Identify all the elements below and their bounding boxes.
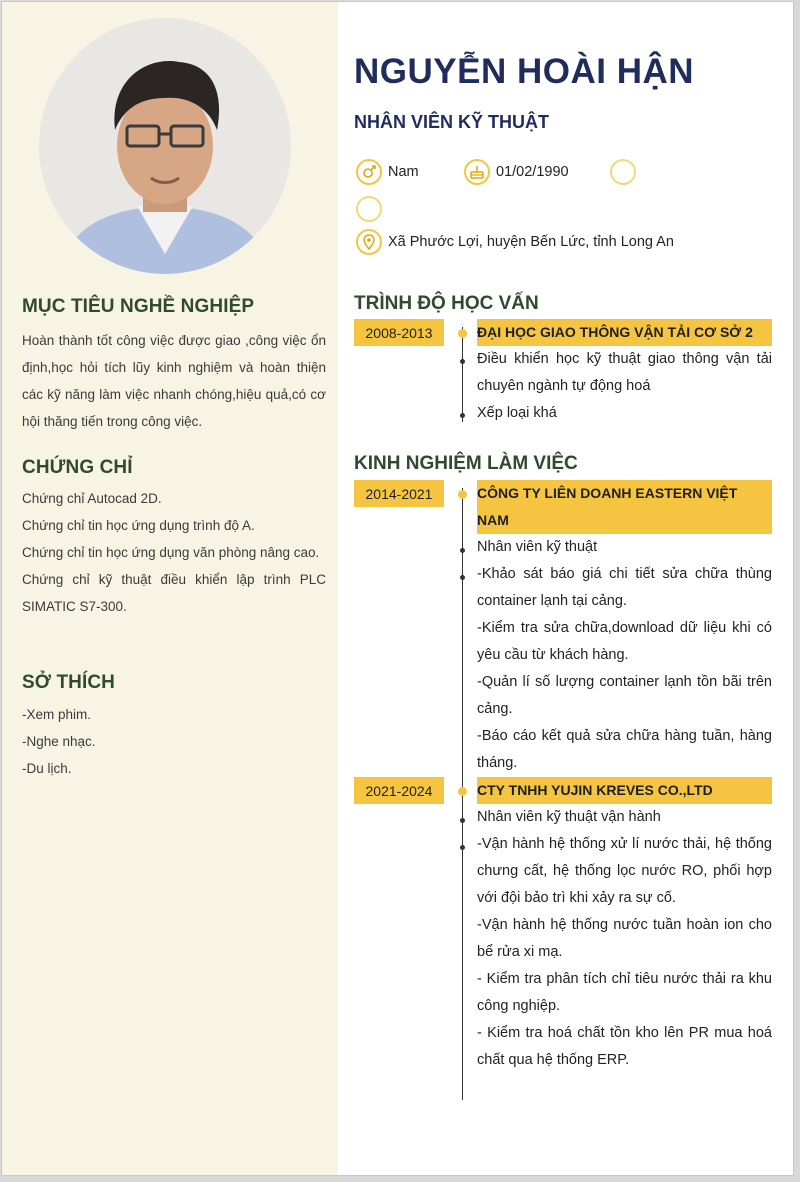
- contact-icon: [356, 196, 382, 222]
- job-period: 2021-2024: [354, 777, 444, 804]
- experience-heading: KINH NGHIỆM LÀM VIỆC: [354, 453, 578, 474]
- address-value: Xã Phước Lợi, huyện Bến Lức, tỉnh Long An: [388, 234, 674, 250]
- hidden-contact-info: [610, 159, 642, 185]
- gender-value: Nam: [388, 164, 419, 180]
- education-grade: Xếp loại khá: [477, 405, 557, 421]
- timeline-dot: [458, 787, 467, 796]
- hidden-contact-info-2: [356, 196, 388, 222]
- job-title: NHÂN VIÊN KỸ THUẬT: [354, 112, 550, 132]
- avatar: [39, 18, 291, 274]
- job-task: -Quản lí số lượng container lạnh tồn bãi trên cảng.: [477, 674, 772, 717]
- dob-info: [464, 159, 569, 185]
- certificate-item: Chứng chỉ tin học ứng dụng trình độ A.: [22, 518, 255, 533]
- certificate-item: Chứng chỉ kỹ thuật điều khiển lập trình PLC SIMATIC S7-300.: [22, 572, 326, 614]
- objective-text: Hoàn thành tốt công việc được giao ,công việc ổn định,học hỏi tích lũy kinh nghiệm và hoàn thiện các kỹ năng làm việc nhanh chóng,hiệu quả,có cơ hội thăng tiến trong công việc.: [22, 333, 326, 429]
- job-task: -Khảo sát báo giá chi tiết sửa chữa thùng container lạnh tại cảng.: [477, 566, 772, 609]
- address-info: [356, 229, 674, 255]
- job-period: 2014-2021: [354, 480, 444, 507]
- certificate-item: Chứng chỉ tin học ứng dụng văn phòng nâng cao.: [22, 545, 320, 560]
- job-task: - Kiểm tra phân tích chỉ tiêu nước thải ra khu công nghiệp.: [477, 971, 772, 1014]
- sidebar: [2, 2, 338, 1176]
- gender-info: [356, 159, 419, 185]
- avatar-photo: [39, 18, 291, 274]
- job-task: - Kiểm tra hoá chất tồn kho lên PR mua hoá chất qua hệ thống ERP.: [477, 1025, 772, 1068]
- cv-page: [1, 1, 794, 1176]
- birthday-cake-icon: [464, 159, 490, 185]
- job-role: Nhân viên kỹ thuật vận hành: [477, 809, 661, 825]
- bullet: [460, 413, 465, 418]
- job-task: -Vận hành hệ thống nước tuần hoàn ion cho bể rửa xi mạ.: [477, 917, 772, 960]
- objective-heading: MỤC TIÊU NGHỀ NGHIỆP: [22, 296, 255, 317]
- education-major: Điều khiển học kỹ thuật giao thông vận tải chuyên ngành tự động hoá: [477, 351, 772, 394]
- timeline-dot: [458, 490, 467, 499]
- bullet: [460, 359, 465, 364]
- bullet: [460, 548, 465, 553]
- education-timeline-line: [462, 327, 463, 422]
- job-company: CÔNG TY LIÊN DOANH EASTERN VIỆT NAM: [477, 480, 772, 534]
- job-company: CTY TNHH YUJIN KREVES CO.,LTD: [477, 777, 772, 804]
- education-school: ĐẠI HỌC GIAO THÔNG VẬN TẢI CƠ SỞ 2: [477, 319, 772, 346]
- dob-value: 01/02/1990: [496, 164, 569, 180]
- bullet: [460, 818, 465, 823]
- hobby-item: -Nghe nhạc.: [22, 734, 96, 749]
- bullet: [460, 575, 465, 580]
- job-task: -Báo cáo kết quả sửa chữa hàng tuần, hàng tháng.: [477, 728, 772, 771]
- hobbies-heading: SỞ THÍCH: [22, 672, 116, 693]
- gender-icon: [356, 159, 382, 185]
- location-icon: [356, 229, 382, 255]
- job-task: -Vận hành hệ thống xử lí nước thải, hệ thống chưng cất, hệ thống lọc nước RO, phối hợp với đội bảo trì khi xảy ra sự cố.: [477, 836, 772, 906]
- bullet: [460, 845, 465, 850]
- certificate-item: Chứng chỉ Autocad 2D.: [22, 491, 162, 506]
- timeline-dot: [458, 329, 467, 338]
- hobby-item: -Du lịch.: [22, 761, 72, 776]
- hobby-item: -Xem phim.: [22, 707, 92, 722]
- education-heading: TRÌNH ĐỘ HỌC VẤN: [354, 293, 539, 314]
- full-name: NGUYỄN HOÀI HẬN: [354, 52, 695, 91]
- job-role: Nhân viên kỹ thuật: [477, 539, 598, 555]
- job-task: -Kiểm tra sửa chữa,download dữ liệu khi có yêu cầu từ khách hàng.: [477, 620, 772, 663]
- contact-icon: [610, 159, 636, 185]
- education-period: 2008-2013: [354, 319, 444, 346]
- certificates-heading: CHỨNG CHỈ: [22, 457, 133, 478]
